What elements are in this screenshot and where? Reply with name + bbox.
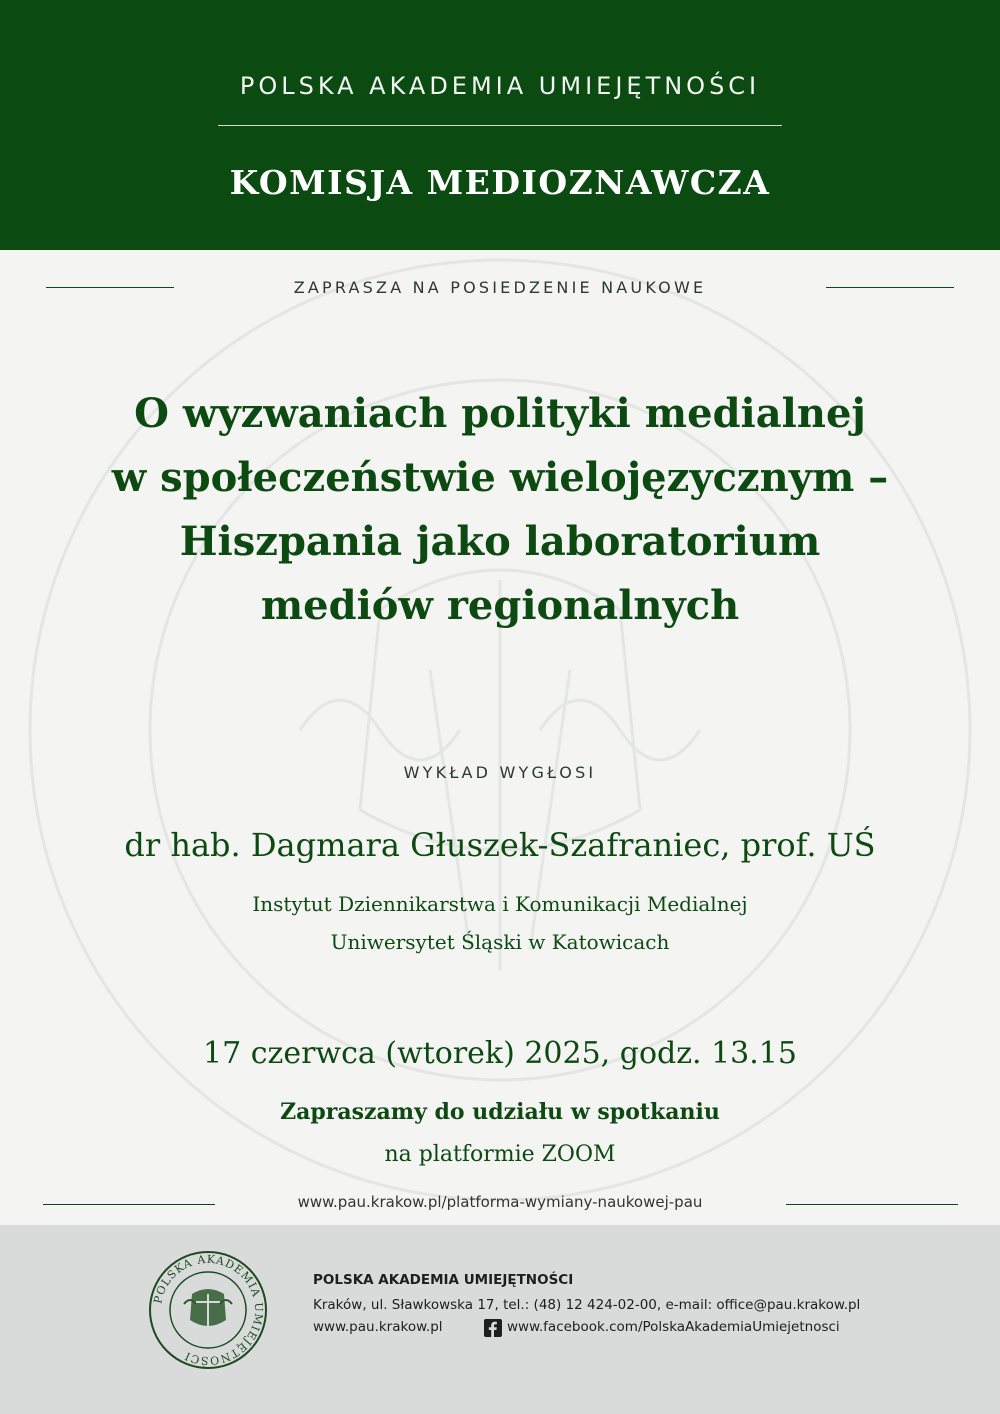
invite-text: ZAPRASZA NA POSIEDZENIE NAUKOWE — [293, 278, 707, 297]
speaker-affiliation-institute: Instytut Dziennikarstwa i Komunikacji Medialnej — [252, 892, 748, 916]
footer-website-link[interactable]: www.pau.krakow.pl — [313, 1319, 443, 1335]
footer — [0, 1225, 1000, 1414]
speaker-affiliation-university: Uniwersytet Śląski w Katowicach — [330, 930, 670, 954]
event-date: 17 czerwca (wtorek) 2025, godz. 13.15 — [203, 1036, 797, 1071]
invite-right-rule — [826, 287, 954, 288]
title-line: O wyzwaniach polityki medialnej — [134, 390, 866, 437]
invite-participation: Zapraszamy do udziału w spotkaniu — [280, 1099, 720, 1125]
facebook-icon — [484, 1319, 502, 1337]
title-line: Hiszpania jako laboratorium — [179, 518, 821, 565]
platform-text: na platformie ZOOM — [384, 1142, 616, 1167]
footer-org-name: POLSKA AKADEMIA UMIEJĘTNOŚCI — [313, 1272, 574, 1288]
link-row — [0, 1193, 1000, 1215]
invite-row — [0, 276, 1000, 302]
lecture-label: WYKŁAD WYGŁOSI — [403, 763, 597, 782]
footer-address: Kraków, ul. Sławkowska 17, tel.: (48) 12 424-02-00, e-mail: office@pau.krakow.pl — [313, 1297, 861, 1313]
title-line: mediów regionalnych — [260, 582, 740, 629]
platform-link[interactable]: www.pau.krakow.pl/platforma-wymiany-naukowej-pau — [297, 1193, 703, 1211]
commission-name: KOMISJA MEDIOZNAWCZA — [229, 163, 771, 202]
header-divider — [218, 125, 782, 126]
pau-seal-logo — [148, 1250, 268, 1370]
org-name: POLSKA AKADEMIA UMIEJĘTNOŚCI — [239, 72, 761, 100]
lecture-title — [40, 382, 960, 638]
footer-facebook-link[interactable]: www.facebook.com/PolskaAkademiaUmiejetnosci — [507, 1319, 840, 1335]
speaker-name: dr hab. Dagmara Głuszek-Szafraniec, prof. UŚ — [124, 826, 876, 864]
svg-text:POLSKA AKADEMIA UMIEJĘTNOŚCI: POLSKA AKADEMIA UMIEJĘTNOŚCI — [151, 1252, 266, 1368]
link-right-rule — [786, 1204, 958, 1205]
header-banner — [0, 0, 1000, 250]
title-line: w społeczeństwie wielojęzycznym – — [111, 454, 889, 501]
